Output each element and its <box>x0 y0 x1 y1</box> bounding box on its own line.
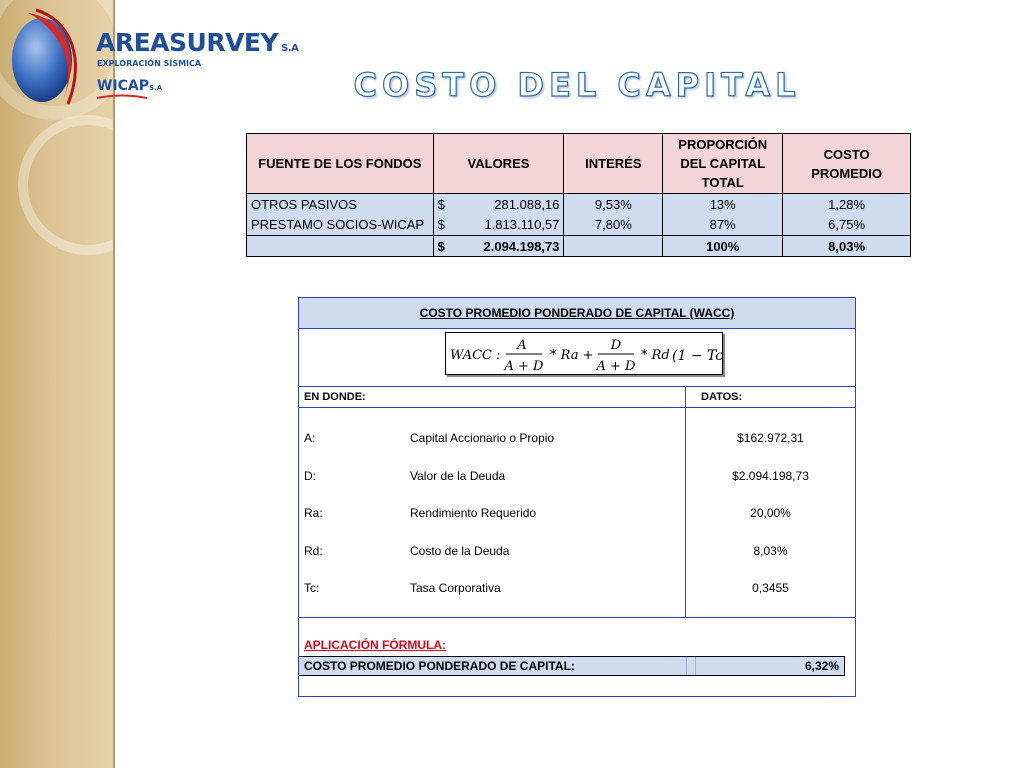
cell-proporcion: 87% <box>663 215 783 236</box>
company-logo <box>8 8 299 108</box>
list-item <box>299 428 855 448</box>
side-arc-decoration <box>18 115 158 255</box>
formula-tail: * Rd <box>641 348 670 363</box>
datos-label: DATOS: <box>701 391 743 403</box>
formula-den2: A + D <box>596 359 636 374</box>
cell-valor: $ 281.088,16 <box>433 194 564 215</box>
wacc-result-row <box>299 656 845 676</box>
en-donde-row <box>299 387 855 408</box>
header-costo: COSTO PROMEDIO <box>783 134 911 194</box>
table-total-row <box>247 236 911 257</box>
formula-num2: D <box>610 338 622 353</box>
var-symbol: Ra: <box>304 506 323 520</box>
cell-fuente: PRESTAMO SOCIOS-WICAP <box>247 215 434 236</box>
logo-subtitle: EXPLORACIÓN SÍSMICA <box>97 59 202 68</box>
wacc-title: COSTO PROMEDIO PONDERADO DE CAPITAL (WACC) <box>299 298 855 329</box>
globe-logo-icon <box>8 8 88 108</box>
formula-num1: A <box>517 338 527 353</box>
logo-wicap: WICAPS.A <box>97 78 163 94</box>
logo-brand-name: AREASURVEY S.A <box>96 28 299 57</box>
list-item <box>299 578 855 598</box>
var-description: Costo de la Deuda <box>410 544 510 558</box>
cell-total-proporcion: 100% <box>663 236 783 257</box>
var-value: $162.972,31 <box>737 431 804 445</box>
page-title: COSTO DEL CAPITAL <box>353 66 801 104</box>
wacc-formula <box>445 332 723 375</box>
wacc-result-value: 6,32% <box>804 659 839 673</box>
header-proporcion: PROPORCIÓN DEL CAPITAL TOTAL <box>663 134 783 194</box>
cell-interes: 9,53% <box>564 194 663 215</box>
cell-valor: $ 1.813.110,57 <box>433 215 564 236</box>
side-panel-edge <box>113 0 115 768</box>
var-symbol: A: <box>304 431 316 445</box>
wacc-panel <box>298 297 856 697</box>
result-column-gap <box>686 657 696 675</box>
var-description: Valor de la Deuda <box>410 469 506 483</box>
cell-fuente: OTROS PASIVOS <box>247 194 434 215</box>
header-valores: VALORES <box>433 134 564 194</box>
header-interes: INTERÉS <box>564 134 663 194</box>
wacc-formula-row <box>299 329 855 387</box>
var-symbol: Rd: <box>304 544 323 558</box>
formula-paren: (1 − Tc) <box>672 348 724 364</box>
var-value: 0,3455 <box>752 581 789 595</box>
aplicacion-formula-heading: APLICACIÓN FÓRMULA: <box>304 638 446 652</box>
cell-total-costo: 8,03% <box>783 236 911 257</box>
cell-costo: 1,28% <box>783 194 911 215</box>
var-value: $2.094.198,73 <box>732 469 809 483</box>
var-symbol: Tc: <box>304 581 320 595</box>
table-row <box>247 194 911 215</box>
cell-total-valor: $ 2.094.198,73 <box>433 236 564 257</box>
header-fuente: FUENTE DE LOS FONDOS <box>247 134 434 194</box>
cell-interes: 7,80% <box>564 215 663 236</box>
funds-table <box>246 133 911 257</box>
var-description: Rendimiento Requerido <box>410 506 537 520</box>
var-value: 20,00% <box>750 506 791 520</box>
wicap-swoosh-icon <box>97 94 147 100</box>
funds-table-header-row <box>247 134 911 194</box>
en-donde-label: EN DONDE: <box>304 391 366 403</box>
list-item <box>299 466 855 486</box>
side-decoration-panel <box>0 0 113 768</box>
variables-bottom-border <box>299 617 855 618</box>
formula-lhs: WACC : <box>450 348 501 363</box>
cell-total-blank <box>247 236 434 257</box>
cell-proporcion: 13% <box>663 194 783 215</box>
var-description: Capital Accionario o Propio <box>410 431 555 445</box>
formula-mid: * Ra + <box>550 348 594 363</box>
list-item <box>299 541 855 561</box>
var-description: Tasa Corporativa <box>410 581 501 595</box>
var-symbol: D: <box>304 469 316 483</box>
list-item <box>299 503 855 523</box>
table-row <box>247 215 911 236</box>
wacc-result-label: COSTO PROMEDIO PONDERADO DE CAPITAL: <box>304 659 575 673</box>
cell-total-interes-blank <box>564 236 663 257</box>
var-value: 8,03% <box>753 544 788 558</box>
cell-costo: 6,75% <box>783 215 911 236</box>
formula-den1: A + D <box>504 359 544 374</box>
